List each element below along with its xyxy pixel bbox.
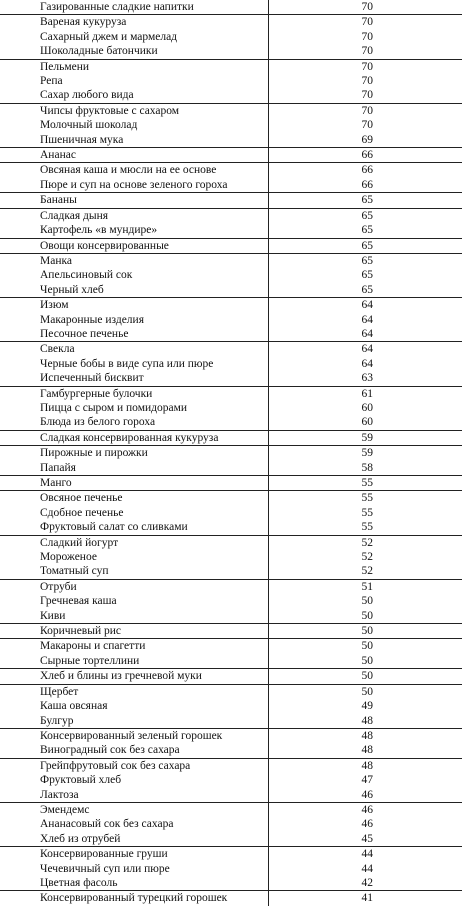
- product-name-cell: Макаронные изделия: [0, 313, 268, 327]
- table-row: [0, 758, 462, 773]
- glycemic-index-cell: 64: [361, 313, 373, 326]
- glycemic-index-cell: 69: [361, 133, 373, 146]
- table-row: [0, 313, 462, 327]
- glycemic-index-cell: 65: [361, 283, 373, 296]
- product-name-cell: Сырные тортеллини: [0, 654, 268, 669]
- product-name-cell: Картофель «в мундире»: [0, 223, 268, 238]
- table-row: [0, 669, 462, 684]
- table-row: [0, 564, 462, 579]
- table-row: [0, 103, 462, 118]
- table-row: [0, 178, 462, 193]
- glycemic-index-cell: 64: [361, 327, 373, 340]
- glycemic-index-cell: 48: [268, 728, 462, 743]
- product-name-cell: Сахарный джем и мармелад: [0, 30, 268, 44]
- glycemic-index-cell: 70: [361, 75, 373, 88]
- table-row: [0, 253, 462, 268]
- product-name-cell: Хлеб и блины из гречневой муки: [0, 669, 268, 684]
- table-row: [0, 684, 462, 699]
- glycemic-index-cell: 65: [361, 269, 373, 282]
- product-name-cell: Черный хлеб: [0, 283, 268, 298]
- table-row: [0, 430, 462, 445]
- table-row: [0, 773, 462, 787]
- product-name-cell: Манка: [0, 253, 268, 268]
- table-row: [0, 148, 462, 163]
- product-name-cell: Сладкий йогурт: [0, 535, 268, 550]
- table-row: [0, 699, 462, 713]
- glycemic-index-cell: 65: [361, 224, 373, 237]
- table-row: [0, 342, 462, 357]
- product-name-cell: Фруктовый хлеб: [0, 773, 268, 787]
- glycemic-index-cell: 64: [268, 342, 462, 357]
- product-name-cell: Сладкая консервированная кукуруза: [0, 430, 268, 445]
- glycemic-index-cell: 64: [268, 298, 462, 313]
- product-name-cell: Отруби: [0, 579, 268, 594]
- table-row: [0, 88, 462, 103]
- glycemic-index-cell: 50: [268, 669, 462, 684]
- table-row: [0, 268, 462, 282]
- product-name-cell: Пельмени: [0, 59, 268, 74]
- glycemic-index-cell: 50: [268, 639, 462, 654]
- product-name-cell: Пирожные и пирожки: [0, 446, 268, 461]
- glycemic-index-cell: 59: [268, 446, 462, 461]
- glycemic-index-cell: 52: [361, 565, 373, 578]
- table-row: [0, 208, 462, 223]
- product-name-cell: Чипсы фруктовые с сахаром: [0, 103, 268, 118]
- product-name-cell: Цветная фасоль: [0, 876, 268, 891]
- glycemic-index-cell: 50: [361, 654, 373, 667]
- glycemic-index-cell: 70: [361, 30, 373, 43]
- glycemic-index-cell: 48: [361, 714, 373, 727]
- glycemic-index-cell: 50: [361, 609, 373, 622]
- glycemic-index-cell: 66: [268, 148, 462, 163]
- table-row: [0, 728, 462, 743]
- table-row: [0, 283, 462, 298]
- table-row: [0, 654, 462, 669]
- glycemic-index-cell: 44: [268, 847, 462, 862]
- table-row: [0, 847, 462, 862]
- glycemic-index-cell: 60: [361, 401, 373, 414]
- table-row: [0, 491, 462, 506]
- product-name-cell: Молочный шоколад: [0, 118, 268, 132]
- product-name-cell: Ананас: [0, 148, 268, 163]
- glycemic-index-cell: 55: [268, 476, 462, 491]
- table-row: [0, 118, 462, 132]
- product-name-cell: Папайя: [0, 461, 268, 476]
- glycemic-index-cell: 70: [268, 15, 462, 30]
- table-row: [0, 74, 462, 88]
- product-name-cell: Сдобное печенье: [0, 506, 268, 520]
- product-name-cell: Чечевичный суп или пюре: [0, 862, 268, 876]
- table-row: [0, 133, 462, 148]
- glycemic-index-cell: 65: [268, 193, 462, 208]
- product-name-cell: Сладкая дыня: [0, 208, 268, 223]
- table-row: [0, 238, 462, 253]
- table-row: [0, 639, 462, 654]
- table-row: [0, 832, 462, 847]
- glycemic-index-cell: 50: [268, 624, 462, 639]
- product-name-cell: Виноградный сок без сахара: [0, 743, 268, 758]
- product-name-cell: Овсяная каша и мюсли на ее основе: [0, 163, 268, 178]
- product-name-cell: Песочное печенье: [0, 327, 268, 342]
- glycemic-index-cell: 55: [361, 506, 373, 519]
- product-name-cell: Черные бобы в виде супа или пюре: [0, 357, 268, 371]
- table-row: [0, 802, 462, 817]
- product-name-cell: Пюре и суп на основе зеленого гороха: [0, 178, 268, 193]
- table-row: [0, 298, 462, 313]
- product-name-cell: Вареная кукуруза: [0, 15, 268, 30]
- table-row: [0, 59, 462, 74]
- glycemic-index-cell: 55: [361, 521, 373, 534]
- product-name-cell: Фруктовый салат со сливками: [0, 520, 268, 535]
- table-row: [0, 415, 462, 430]
- table-row: [0, 357, 462, 371]
- table-row: [0, 506, 462, 520]
- product-name-cell: Щербет: [0, 684, 268, 699]
- product-name-cell: Овсяное печенье: [0, 491, 268, 506]
- glycemic-index-cell: 64: [361, 357, 373, 370]
- table-row: [0, 891, 462, 906]
- glycemic-index-cell: 52: [268, 535, 462, 550]
- glycemic-index-cell: 49: [361, 700, 373, 713]
- product-name-cell: Блюда из белого гороха: [0, 415, 268, 430]
- product-name-cell: Шоколадные батончики: [0, 44, 268, 59]
- glycemic-index-cell: 61: [268, 386, 462, 401]
- table-row: [0, 476, 462, 491]
- product-name-cell: Свекла: [0, 342, 268, 357]
- glycemic-index-cell: 70: [268, 103, 462, 118]
- product-name-cell: Мороженое: [0, 550, 268, 564]
- product-name-cell: Томатный суп: [0, 564, 268, 579]
- glycemic-index-cell: 46: [268, 802, 462, 817]
- table-row: [0, 15, 462, 30]
- product-name-cell: Эмендемс: [0, 802, 268, 817]
- glycemic-index-cell: 48: [361, 744, 373, 757]
- glycemic-index-cell: 41: [268, 891, 462, 906]
- product-name-cell: Булгур: [0, 714, 268, 729]
- product-name-cell: Консервированный турецкий горошек: [0, 891, 268, 906]
- glycemic-index-cell: 66: [268, 163, 462, 178]
- table-row: [0, 609, 462, 624]
- product-name-cell: Консервированные груши: [0, 847, 268, 862]
- glycemic-index-cell: 60: [361, 416, 373, 429]
- glycemic-index-cell: 50: [361, 595, 373, 608]
- glycemic-index-cell: 66: [361, 178, 373, 191]
- product-name-cell: Манго: [0, 476, 268, 491]
- glycemic-index-cell: 46: [361, 818, 373, 831]
- table-row: [0, 461, 462, 476]
- product-name-cell: Бананы: [0, 193, 268, 208]
- product-name-cell: Гамбургерные булочки: [0, 386, 268, 401]
- table-row: [0, 0, 462, 15]
- product-name-cell: Овощи консервированные: [0, 238, 268, 253]
- table-row: [0, 817, 462, 831]
- glycemic-index-cell: 59: [268, 430, 462, 445]
- table-row: [0, 624, 462, 639]
- product-name-cell: Каша овсяная: [0, 699, 268, 713]
- product-name-cell: Коричневый рис: [0, 624, 268, 639]
- product-name-cell: Изюм: [0, 298, 268, 313]
- table-row: [0, 743, 462, 758]
- table-row: [0, 193, 462, 208]
- glycemic-index-cell: 65: [268, 253, 462, 268]
- product-name-cell: Пшеничная мука: [0, 133, 268, 148]
- glycemic-index-cell: 70: [268, 59, 462, 74]
- product-name-cell: Макароны и спагетти: [0, 639, 268, 654]
- table-row: [0, 401, 462, 415]
- table-row: [0, 788, 462, 803]
- table-row: [0, 327, 462, 342]
- table-row: [0, 876, 462, 891]
- product-name-cell: Грейпфрутовый сок без сахара: [0, 758, 268, 773]
- product-name-cell: Гречневая каша: [0, 594, 268, 608]
- glycemic-index-cell: 45: [361, 832, 373, 845]
- table-row: [0, 371, 462, 386]
- glycemic-index-cell: 58: [361, 461, 373, 474]
- glycemic-index-cell: 70: [361, 119, 373, 132]
- product-name-cell: Ананасовый сок без сахара: [0, 817, 268, 831]
- product-name-cell: Испеченный бисквит: [0, 371, 268, 386]
- glycemic-index-cell: 70: [361, 1, 373, 13]
- glycemic-index-cell: 70: [361, 89, 373, 102]
- table-row: [0, 862, 462, 876]
- product-name-cell: Киви: [0, 609, 268, 624]
- table-row: [0, 446, 462, 461]
- table-row: [0, 30, 462, 44]
- table-row: [0, 223, 462, 238]
- table-row: [0, 44, 462, 59]
- product-name-cell: Пицца с сыром и помидорами: [0, 401, 268, 415]
- glycemic-index-cell: 51: [268, 579, 462, 594]
- product-name-cell: Хлеб из отрубей: [0, 832, 268, 847]
- glycemic-index-cell: 50: [268, 684, 462, 699]
- glycemic-index-cell: 47: [361, 774, 373, 787]
- glycemic-index-cell: 65: [268, 238, 462, 253]
- product-name-cell: Газированные сладкие напитки: [0, 0, 268, 15]
- table-row: [0, 163, 462, 178]
- glycemic-index-cell: 55: [268, 491, 462, 506]
- glycemic-index-cell: 48: [268, 758, 462, 773]
- glycemic-index-cell: 42: [361, 876, 373, 889]
- table-row: [0, 550, 462, 564]
- table-row: [0, 520, 462, 535]
- table-row: [0, 386, 462, 401]
- glycemic-index-cell: 46: [361, 788, 373, 801]
- table-row: [0, 579, 462, 594]
- glycemic-index-cell: 52: [361, 551, 373, 564]
- glycemic-index-cell: 63: [361, 372, 373, 385]
- glycemic-index-cell: 65: [268, 208, 462, 223]
- table-row: [0, 594, 462, 608]
- product-name-cell: Репа: [0, 74, 268, 88]
- glycemic-index-cell: 70: [361, 45, 373, 58]
- glycemic-index-cell: 44: [361, 862, 373, 875]
- product-name-cell: Лактоза: [0, 788, 268, 803]
- table-row: [0, 714, 462, 729]
- product-name-cell: Сахар любого вида: [0, 88, 268, 103]
- product-name-cell: Апельсиновый сок: [0, 268, 268, 282]
- product-name-cell: Консервированный зеленый горошек: [0, 728, 268, 743]
- table-row: [0, 535, 462, 550]
